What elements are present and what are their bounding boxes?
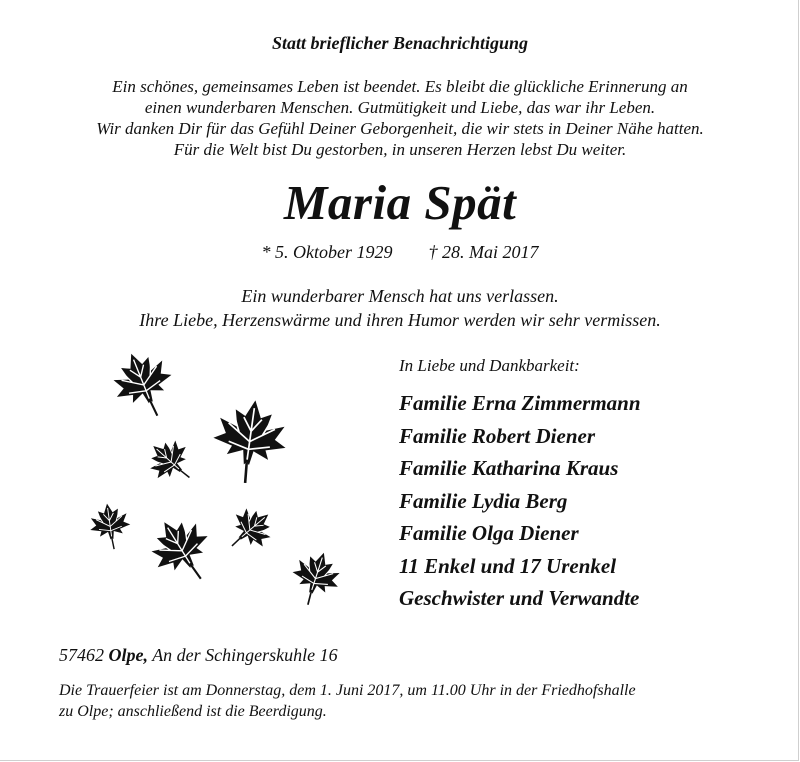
address-street: An der Schingerskuhle 16 — [152, 645, 338, 665]
intro-line: Für die Welt bist Du gestorben, in unseren Herzen lebst Du weiter. — [173, 140, 627, 159]
mourner-name: Geschwister und Verwandte — [399, 586, 640, 610]
address-postcode: 57462 — [59, 645, 104, 665]
quote-line: Ein wunderbarer Mensch hat uns verlassen. — [241, 286, 559, 306]
mourner-name: Familie Robert Diener — [399, 423, 595, 448]
maple-leaf-icon — [139, 507, 224, 595]
quote-line: Ihre Liebe, Herzenswärme und ihren Humor werden wir sehr vermissen. — [139, 310, 661, 330]
notice-heading: Statt brieflicher Benachrichtigung — [271, 33, 529, 53]
mourners-list — [399, 356, 779, 615]
intro-text — [0, 76, 800, 160]
mourner-name: 11 Enkel und 17 Urenkel — [399, 553, 617, 578]
life-dates — [0, 242, 800, 263]
address-city: Olpe, — [108, 645, 148, 665]
funeral-service-info — [59, 680, 759, 722]
mourners-lead: In Liebe und Dankbarkeit: — [399, 356, 580, 375]
maple-leaf-icon — [87, 501, 133, 552]
intro-line: einen wunderbaren Menschen. Gutmütigkeit und Liebe, das war ihr Leben. — [144, 98, 656, 117]
family-address — [59, 645, 338, 666]
service-line: Die Trauerfeier ist am Donnerstag, dem 1. Juni 2017, um 11.00 Uhr in der Friedhofshalle — [59, 682, 636, 699]
deceased-name: Maria Spät — [283, 175, 517, 230]
service-line: zu Olpe; anschließend ist die Beerdigung. — [59, 703, 327, 720]
maple-leaf-icon — [104, 345, 184, 427]
maple-leaf-icon — [139, 430, 203, 493]
maple-leaf-icon — [208, 395, 292, 488]
mourner-name: Familie Katharina Kraus — [399, 456, 619, 480]
mourner-name: Familie Lydia Berg — [399, 488, 568, 513]
maple-leaf-icon — [284, 545, 346, 611]
maple-leaves-decoration — [80, 345, 370, 615]
intro-line: Ein schönes, gemeinsames Leben ist beendet. Es bleibt die glückliche Erinnerung an — [112, 77, 688, 96]
memorial-quote — [0, 284, 800, 332]
death-date: † 28. Mai 2017 — [428, 242, 539, 262]
birth-date: * 5. Oktober 1929 — [261, 242, 393, 262]
mourner-name: Familie Erna Zimmermann — [399, 391, 641, 415]
maple-leaf-icon — [218, 498, 282, 561]
mourner-name: Familie Olga Diener — [399, 521, 579, 545]
intro-line: Wir danken Dir für das Gefühl Deiner Geborgenheit, die wir stets in Deiner Nähe hatten. — [96, 119, 704, 138]
